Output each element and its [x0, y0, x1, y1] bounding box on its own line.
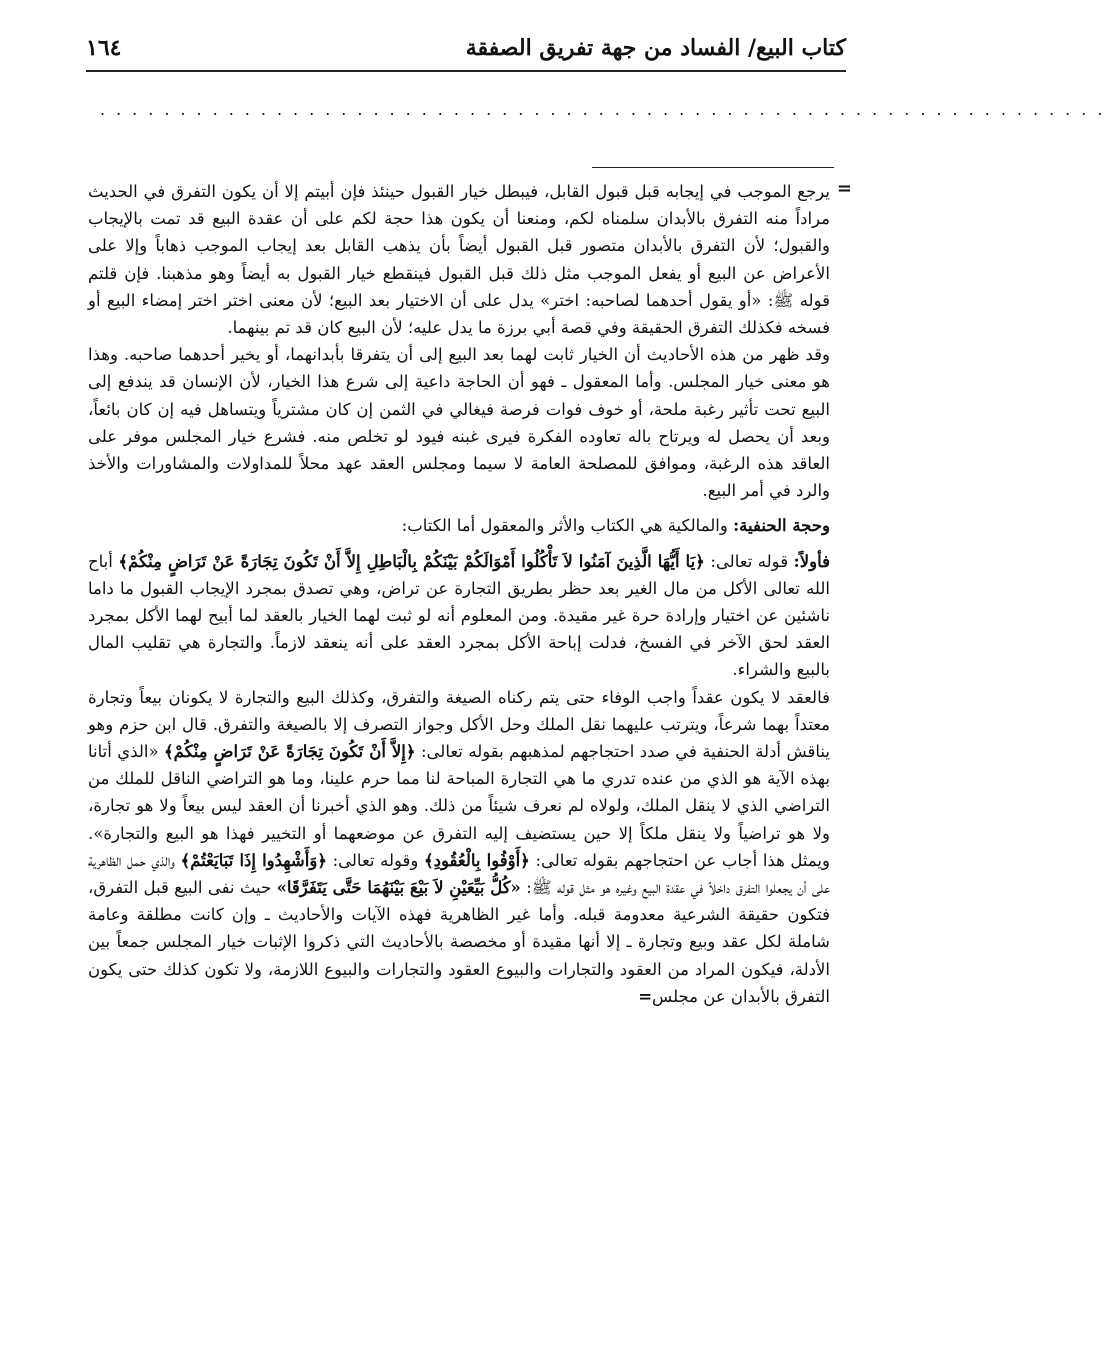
- first-label: فأولاً:: [793, 551, 831, 571]
- first-explanation: أباح الله تعالى الأكل من مال الغير بعد حظر بطريق التجارة عن تراض، وهي تصدق بمجرد الإيجاب القبول ما داما ناشئين عن اختيار وإرادة حرة غير مقيدة. ومن المعلوم أنه لو ثبت لهما الخيار بالعقد لما أبيح لهما الأكل بمجرد العقد لحق الآخر في الفسخ، فدلت إباحة الأكل بمجرد العقد على أنه ينعقد لازماً. والتجارة هي تقليب المال بالبيع والشراء.: [88, 551, 830, 680]
- hanafi-paragraph: [88, 512, 830, 539]
- continuation-marker: =: [836, 178, 852, 199]
- text-segment: حيث نفى البيع قبل التفرق، فتكون حقيقة الشرعية معدومة قبله. وأما غير الظاهرية فهذه الآيات والأحاديث ـ وإن كانت مطلقة وعامة شاملة لكل عقد وبيع وتجارة ـ إلا أنها مقيدة أو مخصصة بالأحاديث التي ذكروا الإثبات خيار المجلس جمعاً بين الأدلة، فيكون المراد من العقود والتجارات والبيوع العقود والتجارات والبيوع اللازمة، ولا تكون كذلك حتى يكون التفرق بالأبدان عن مجلس: [88, 878, 830, 1006]
- paragraph: يرجع الموجب في إيجابه قبل قبول القابل، فيبطل خيار القبول حينئذ فإن أبيتم إلا أن يكون التفرق في الحديث مراداً منه التفرق بالأبدان سلمناه لكم، ومنعنا أن يكون هذا حجة لكم على أن عقدة البيع قد تمت بالإيجاب والقبول؛ لأن التفرق بالأبدان متصور قبل القبول أيضاً بأن يذهب القابل بعد إيجاب الموجب ذهاباً وإلا على الأعراض عن البيع أو يفعل الموجب مثل ذلك قبل القبول فينقطع خيار القبول به أيضاً وهو مذهبنا. فإن قلتم قوله ﷺ: «أو يقول أحدهما لصاحبه: اختر» يدل على أن الاختيار بعد البيع؛ لأن معنى اختر اختر إمضاء البيع أو فسخه فكذلك التفرق الحقيقة وفي قصة أبي برزة ما يدل عليه؛ لأن البيع كان قد تم بينهما.: [88, 182, 830, 338]
- paragraph: وقد ظهر من هذه الأحاديث أن الخيار ثابت لهما بعد البيع إلى أن يتفرقا بأبدانهما، أو يخير أحدهما صاحبه. وهذا هو معنى خيار المجلس. وأما المعقول ـ فهو أن الحاجة داعية إلى شرع هذا الخيار، لأن الإنسان قد يندفع إلى البيع تحت تأثير رغبة ملحة، أو خوف فوات فرصة فيغالي في الثمن إن كان مشترياً ويتساهل فيه إن كان بائعاً، وبعد أن يحصل له ويرتاح باله تعاوده الفكرة فيرى غبنه فيود لو تخلص منه. فشرع خيار المجلس موفر على العاقد هذه الرغبة، وموافق للمصلحة العامة لا سيما ومجلس العقد عهد محلاً للمداولات والمشاورات والأخذ والرد في أمر البيع.: [88, 345, 830, 501]
- text-segment: «الذي أتانا بهذه الآية هو الذي من عنده تدري ما هي التجارة المباحة لنا مما حرم علينا، وما هو التراضي الناقل للملك من التراضي الذي لا ينقل الملك، ولولاه لم نعرف شيئاً من ذلك. وهو الذي أخبرنا أن العقد ليس بيعاً ولا هو تجارة، ولا هو تراضياً ولا ينقل ملكاً إلا حين يستضيف إليه التفرق عن موضعهما أو التخيير فهذا هو البيع والتجارة». ويمثل هذا أجاب عن احتجاجهم بقوله تعالى:: [88, 742, 830, 870]
- hadith-quote: «كُلُّ بَيِّعَيْنِ لاَ بَيْعَ بَيْنَهُمَا حَتَّى يَتَفَرَّقَا»: [276, 878, 521, 898]
- hanafi-label: وحجة الحنفية:: [733, 516, 830, 536]
- text-segment: وقوله تعالى:: [332, 850, 419, 870]
- footnote-text: [88, 178, 830, 1010]
- text-segment: فالعقد لا يكون عقداً واجب الوفاء حتى يتم ركناه الصيغة والتفرق، وكذلك البيع والتجارة لا يكونان بيعاً وتجارة معتداً بهما شرعاً، ويترتب عليهما نقل الملك وحل الأكل وجواز التصرف إلا بالصيغة والتفرق. قال ابن حزم وهو يناقش أدلة الحنفية في صدد احتجاجهم لمذهبهم بقوله تعالى:: [88, 687, 830, 762]
- first-argument-paragraph: [88, 548, 830, 684]
- running-title: كتاب البيع/ الفساد من جهة تفريق الصفقة: [465, 35, 846, 61]
- text-segment: والذي حمل الظاهرية على أن يجعلوا التفرق داخلاً في عقدة البيع وغيره هو مثل قوله ﷺ:: [88, 850, 831, 898]
- first-intro: قوله تعالى:: [710, 551, 789, 571]
- paragraph: [88, 684, 830, 1010]
- page-number: ١٦٤: [86, 35, 122, 61]
- page-header: [86, 28, 846, 68]
- header-rule: [86, 70, 846, 72]
- quran-verse: ﴿إِلاَّ أَنْ تَكُونَ تِجَارَةً عَنْ تَرَاضٍ مِنْكُمْ﴾: [164, 742, 416, 762]
- quran-verse: ﴿وَأَشْهِدُوا إِذَا تَبَايَعْتُمْ﴾: [180, 850, 327, 870]
- hanafi-text: والمالكية هي الكتاب والأثر والمعقول أما الكتاب:: [401, 516, 728, 536]
- dotted-separator: ...............................................................: [100, 100, 1113, 119]
- quran-verse: ﴿يَا أَيُّهَا الَّذِينَ آمَنُوا لاَ تَأْكُلُوا أَمْوَالَكُمْ بَيْنَكُمْ بِالْبَاطِلِ إِلاَّ أَنْ تَكُونَ تِجَارَةً عَنْ تَرَاضٍ مِنْكُمْ﴾: [118, 551, 705, 571]
- continuation-marker-end: =: [638, 986, 653, 1006]
- quran-verse: ﴿أَوْفُوا بِالْعُقُودِ﴾: [424, 850, 530, 870]
- footnote-rule: [592, 167, 834, 168]
